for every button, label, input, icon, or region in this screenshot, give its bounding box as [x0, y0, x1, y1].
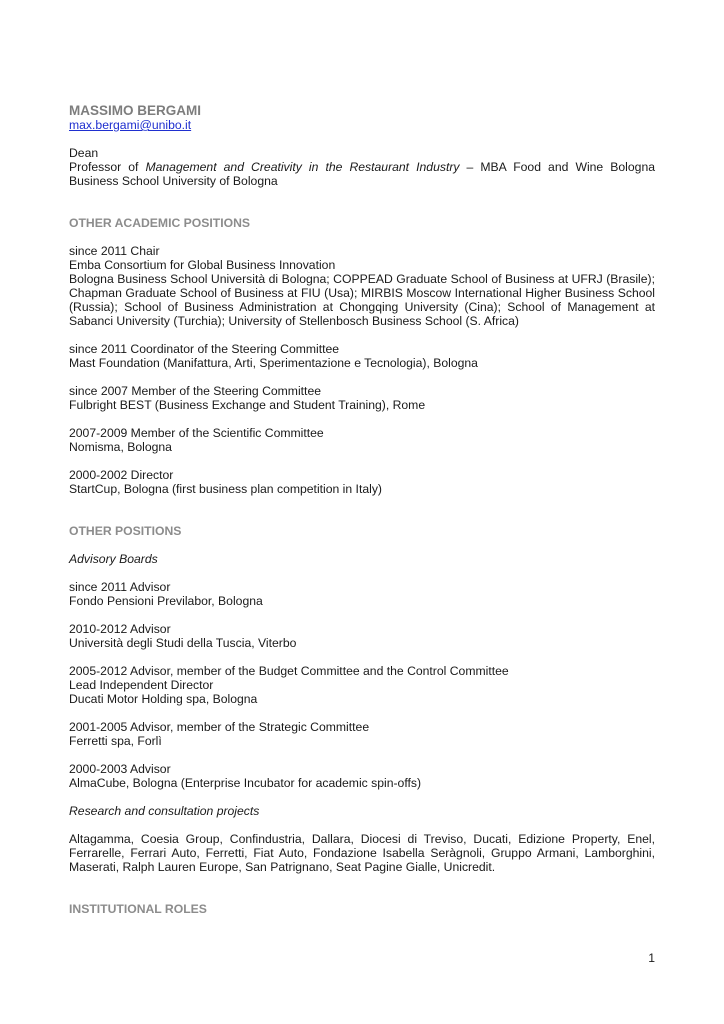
entry-line: 2001-2005 Advisor, member of the Strategic Committee [69, 720, 370, 734]
entry-line: Università degli Studi della Tuscia, Viterbo [69, 636, 297, 650]
section-title-institutional: INSTITUTIONAL ROLES [69, 902, 207, 916]
entry-line: 2010-2012 Advisor [69, 622, 171, 636]
entry-line: Bologna Business School Università di Bologna; COPPEAD Graduate School of Business at UFRJ (Brasile); Chapman Graduate School of Business at FIU (Usa); MIRBIS Moscow International Higher Business School (Russia); School of Business Administration at Chongqing University (Cina); School of Management at Sabanci University (Turchia); University of Stellenbosch Business School (S. Africa) [69, 272, 655, 328]
person-name: MASSIMO BERGAMI [69, 103, 202, 118]
entry-line: since 2011 Chair [69, 244, 160, 258]
section-title-academic: OTHER ACADEMIC POSITIONS [69, 216, 251, 230]
entry-line: since 2011 Coordinator of the Steering Committee [69, 342, 340, 356]
academic-entry [69, 342, 655, 370]
advisory-entry [69, 720, 655, 748]
subheading-research: Research and consultation projects [69, 804, 260, 818]
entry-line: Fulbright BEST (Business Exchange and Student Training), Rome [69, 398, 426, 412]
advisory-entry [69, 762, 655, 790]
entry-line: Mast Foundation (Manifattura, Arti, Sperimentazione e Tecnologia), Bologna [69, 356, 478, 370]
cv-content [69, 103, 655, 916]
entry-line: 2007-2009 Member of the Scientific Committee [69, 426, 324, 440]
entry-line: since 2011 Advisor [69, 580, 171, 594]
entry-line: 2000-2002 Director [69, 468, 174, 482]
subheading-advisory: Advisory Boards [69, 552, 158, 566]
role-line: Dean [69, 146, 99, 160]
entry-line: 2005-2012 Advisor, member of the Budget Committee and the Control Committee [69, 664, 509, 678]
entry-line: Nomisma, Bologna [69, 440, 172, 454]
entry-line: Lead Independent Director [69, 678, 214, 692]
professor-subject: Management and Creativity in the Restaurant Industry [145, 160, 460, 174]
academic-entry [69, 244, 655, 328]
research-projects-text: Altagamma, Coesia Group, Confindustria, Dallara, Diocesi di Treviso, Ducati, Edizione Property, Enel, Ferrarelle, Ferrari Auto, Ferretti, Fiat Auto, Fondazione Isabella Seràgnoli, Gruppo Armani, Lamborghini, Maserati, Ralph Lauren Europe, San Patrignano, Seat Pagine Gialle, Unicredit. [69, 832, 655, 874]
spacer [69, 132, 655, 146]
advisory-entry [69, 580, 655, 608]
entry-line: Fondo Pensioni Previlabor, Bologna [69, 594, 263, 608]
advisory-entry [69, 622, 655, 650]
entry-line: Ducati Motor Holding spa, Bologna [69, 692, 258, 706]
entry-line: since 2007 Member of the Steering Committee [69, 384, 321, 398]
entry-line: AlmaCube, Bologna (Enterprise Incubator for academic spin-offs) [69, 776, 422, 790]
academic-entry [69, 468, 655, 496]
entry-line: Ferretti spa, Forlì [69, 734, 162, 748]
entry-line: 2000-2003 Advisor [69, 762, 171, 776]
section-title-other: OTHER POSITIONS [69, 524, 182, 538]
entry-line: Emba Consortium for Global Business Innovation [69, 258, 336, 272]
academic-entry [69, 384, 655, 412]
academic-entry [69, 426, 655, 454]
professor-line [69, 160, 655, 188]
entry-line: StartCup, Bologna (first business plan competition in Italy) [69, 482, 382, 496]
advisory-entry [69, 664, 655, 706]
professor-suffix: – MBA Food and Wine Bologna Business School University of Bologna [69, 160, 655, 188]
page-number: 1 [648, 951, 655, 965]
professor-prefix: Professor of [69, 160, 146, 174]
email-link[interactable]: max.bergami@unibo.it [69, 118, 192, 132]
